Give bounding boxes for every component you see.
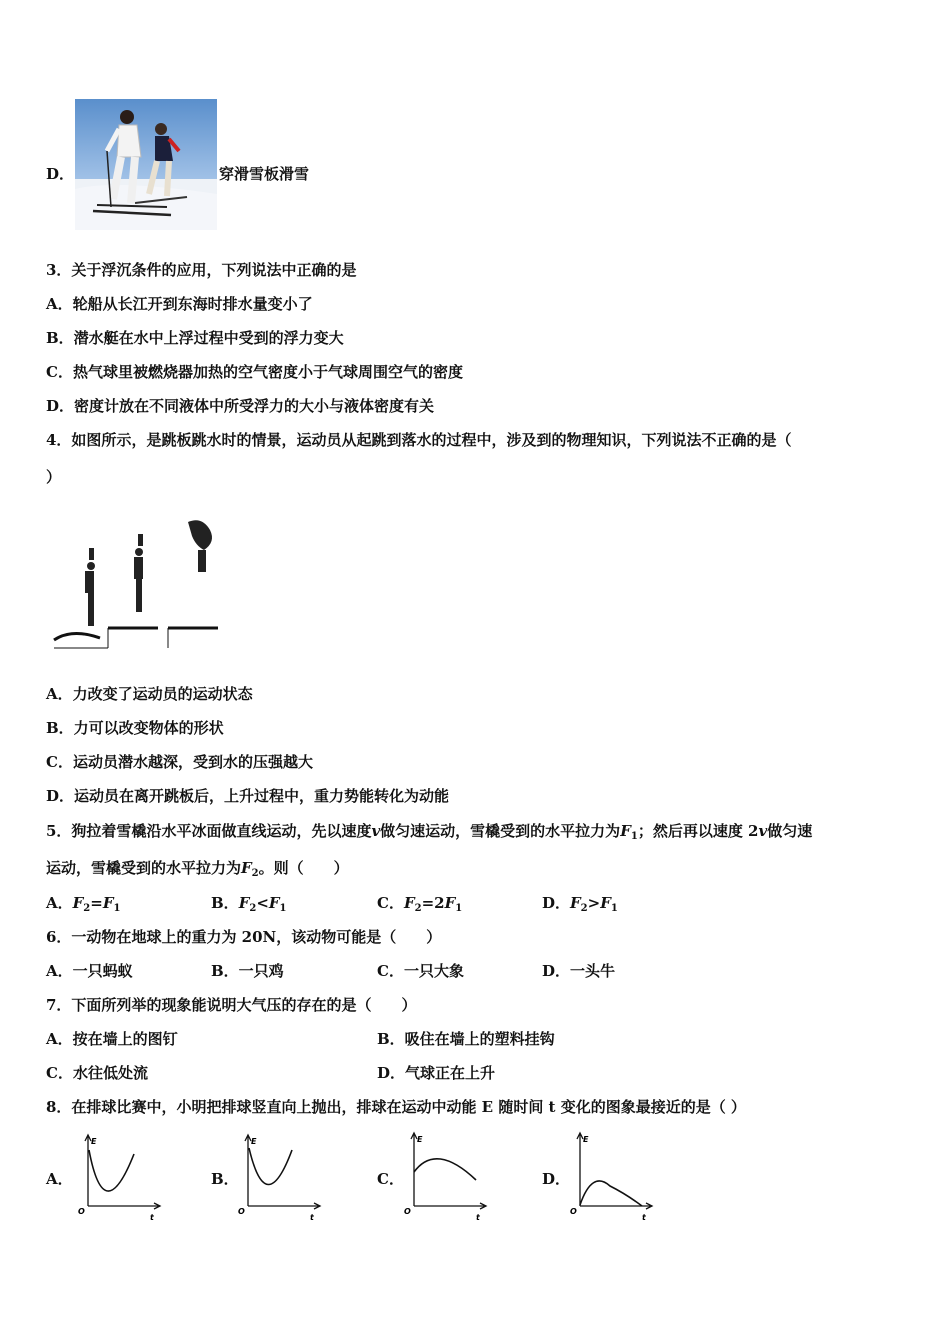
q6-option-c: C．一只大象: [377, 962, 464, 980]
q8-option-c-label: C．: [377, 1170, 404, 1188]
q7-option-c: C．水往低处流: [46, 1064, 148, 1082]
q5-stem-line2: 运动，雪橇受到的水平拉力为$F_2$。则（ ）: [46, 859, 349, 879]
q8-b-axis-t: t: [310, 1213, 314, 1222]
q8-option-d-label: D．: [542, 1170, 571, 1188]
q8-d-origin: O: [570, 1207, 577, 1216]
q8-d-axis-t: t: [642, 1213, 646, 1222]
q8-b-origin: O: [238, 1207, 245, 1216]
q3-option-b: B．潜水艇在水中上浮过程中受到的浮力变大: [46, 329, 344, 347]
q8-graph-a: [76, 1132, 162, 1224]
q8-c-axis-t: t: [476, 1213, 480, 1222]
q3-option-c: C．热气球里被燃烧器加热的空气密度小于气球周围空气的密度: [46, 363, 463, 381]
q4-option-d: D．运动员在离开跳板后，上升过程中，重力势能转化为动能: [46, 787, 450, 805]
q8-graph-d: [568, 1130, 654, 1224]
q8-stem: 8．在排球比赛中，小明把排球竖直向上抛出，排球在运动中动能 E 随时间 t 变化的图象最接近的是（ ）: [46, 1098, 746, 1116]
q8-option-a-label: A．: [46, 1170, 73, 1188]
q8-option-b-label: B．: [211, 1170, 239, 1188]
q8-b-axis-e: E: [251, 1137, 257, 1146]
q4-option-a: A．力改变了运动员的运动状态: [46, 685, 253, 703]
q4-option-c: C．运动员潜水越深，受到水的压强越大: [46, 753, 313, 771]
q3-stem: 3．关于浮沉条件的应用，下列说法中正确的是: [46, 261, 357, 279]
q5-option-d: D．$F_2>F_1$: [542, 894, 618, 914]
q7-stem: 7．下面所列举的现象能说明大气压的存在的是（ ）: [46, 996, 417, 1014]
q4-stem-line2: ）: [46, 468, 62, 486]
q5-stem-line1: 5．狗拉着雪橇沿水平冰面做直线运动，先以速度v做匀速运动，雪橇受到的水平拉力为$F_1$；然后再以速度 2v做匀速: [46, 822, 813, 842]
q4-option-b: B．力可以改变物体的形状: [46, 719, 224, 737]
diving-figure: [52, 512, 222, 652]
q8-a-axis-e: E: [91, 1137, 97, 1146]
q8-a-axis-t: t: [150, 1213, 154, 1222]
q5-option-c: C．$F_2=2F_1$: [377, 894, 463, 914]
q3-option-a: A．轮船从长江开到东海时排水量变小了: [46, 295, 313, 313]
q2-option-d-caption: 穿滑雪板滑雪: [219, 165, 310, 183]
q2-option-d-label: D．: [46, 165, 75, 183]
q6-stem: 6．一动物在地球上的重力为 20N，该动物可能是（ ）: [46, 928, 442, 946]
q8-c-origin: O: [404, 1207, 411, 1216]
q5-option-a: A．$F_2=F_1$: [46, 894, 121, 914]
q6-option-b: B．一只鸡: [211, 962, 284, 980]
q3-option-d: D．密度计放在不同液体中所受浮力的大小与液体密度有关: [46, 397, 435, 415]
q7-option-d: D．气球正在上升: [377, 1064, 496, 1082]
q6-option-d: D．一头牛: [542, 962, 616, 980]
q8-graph-c: [402, 1130, 488, 1224]
q7-option-a: A．按在墙上的图钉: [46, 1030, 178, 1048]
q7-option-b: B．吸住在墙上的塑料挂钩: [377, 1030, 555, 1048]
skiing-image: [75, 99, 217, 230]
q5-option-b: B．$F_2<F_1$: [211, 894, 287, 914]
q8-graph-b: [236, 1132, 322, 1224]
q8-d-axis-e: E: [583, 1135, 589, 1144]
q6-option-a: A．一只蚂蚁: [46, 962, 133, 980]
q4-stem-line1: 4．如图所示，是跳板跳水时的情景，运动员从起跳到落水的过程中，涉及到的物理知识，下列说法不正确的是（: [46, 431, 792, 449]
q8-a-origin: O: [78, 1207, 85, 1216]
q8-c-axis-e: E: [417, 1135, 423, 1144]
